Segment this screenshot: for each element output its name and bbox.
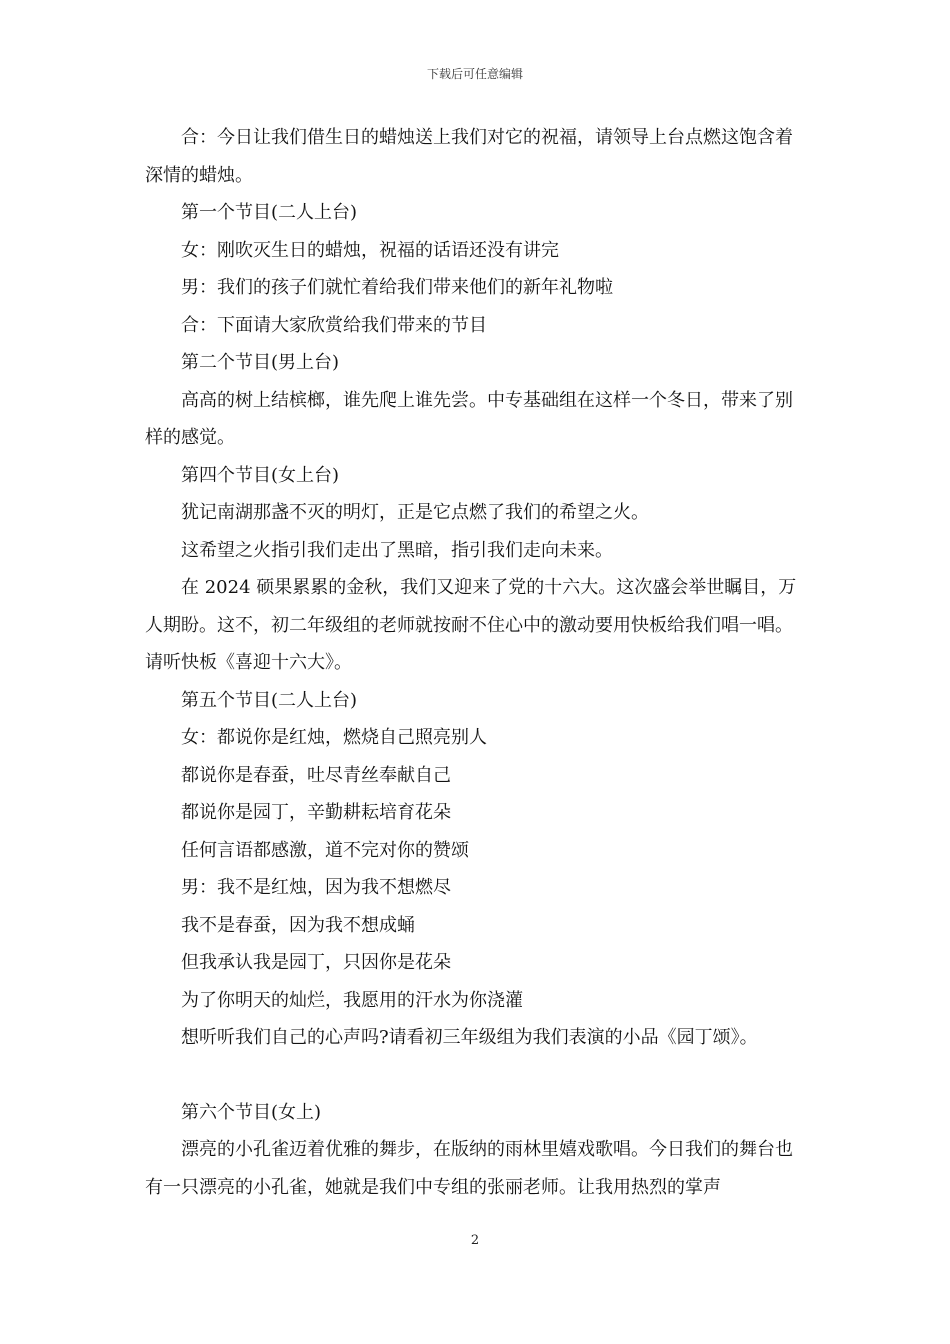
section-heading: 第五个节目(二人上台) — [181, 689, 358, 711]
document-body — [145, 119, 810, 1206]
paragraph: 这希望之火指引我们走出了黑暗，指引我们走向未来。 — [181, 539, 613, 561]
paragraph: 合：今日让我们借生日的蜡烛送上我们对它的祝福，请领导上台点燃这饱含着深情的蜡烛。 — [145, 127, 793, 186]
paragraph: 我不是春蚕，因为我不想成蛹 — [181, 914, 415, 936]
section-heading: 第六个节目(女上) — [181, 1101, 322, 1123]
paragraph: 都说你是春蚕，吐尽青丝奉献自己 — [181, 764, 451, 786]
section-heading: 第四个节目(女上台) — [181, 464, 340, 486]
paragraph: 在 2024 硕果累累的金秋，我们又迎来了党的十六大。这次盛会举世瞩目，万人期盼。这不，初二年级组的老师就按耐不住心中的激动要用快板给我们唱一唱。请听快板《喜迎十六大》。 — [145, 577, 797, 673]
section-heading: 第一个节目(二人上台) — [181, 202, 358, 223]
paragraph: 犹记南湖那盏不灭的明灯，正是它点燃了我们的希望之火。 — [181, 502, 649, 523]
paragraph: 合：下面请大家欣赏给我们带来的节目 — [181, 314, 487, 336]
page-number: 2 — [470, 1233, 480, 1248]
paragraph: 任何言语都感激，道不完对你的赞颂 — [181, 839, 469, 861]
page-header: 下载后可任意编辑 — [426, 67, 523, 81]
paragraph: 漂亮的小孔雀迈着优雅的舞步，在版纳的雨林里嬉戏歌唱。今日我们的舞台也有一只漂亮的小孔雀，她就是我们中专组的张丽老师。让我用热烈的掌声 — [145, 1139, 793, 1198]
paragraph: 但我承认我是园丁，只因你是花朵 — [181, 952, 451, 973]
paragraph: 女：都说你是红烛，燃烧自己照亮别人 — [181, 727, 487, 748]
paragraph: 想听听我们自己的心声吗?请看初三年级组为我们表演的小品《园丁颂》。 — [181, 1027, 758, 1048]
blank-line — [145, 1057, 810, 1094]
paragraph: 男：我不是红烛，因为我不想燃尽 — [181, 877, 451, 898]
paragraph: 高高的树上结槟榔，谁先爬上谁先尝。中专基础组在这样一个冬日，带来了别样的感觉。 — [145, 389, 793, 448]
section-heading: 第二个节目(男上台) — [181, 352, 340, 373]
paragraph: 男：我们的孩子们就忙着给我们带来他们的新年礼物啦 — [181, 277, 613, 298]
paragraph: 女：刚吹灭生日的蜡烛，祝福的话语还没有讲完 — [181, 239, 559, 261]
paragraph: 为了你明天的灿烂，我愿用的汗水为你浇灌 — [181, 989, 523, 1011]
paragraph: 都说你是园丁，辛勤耕耘培育花朵 — [181, 802, 451, 823]
